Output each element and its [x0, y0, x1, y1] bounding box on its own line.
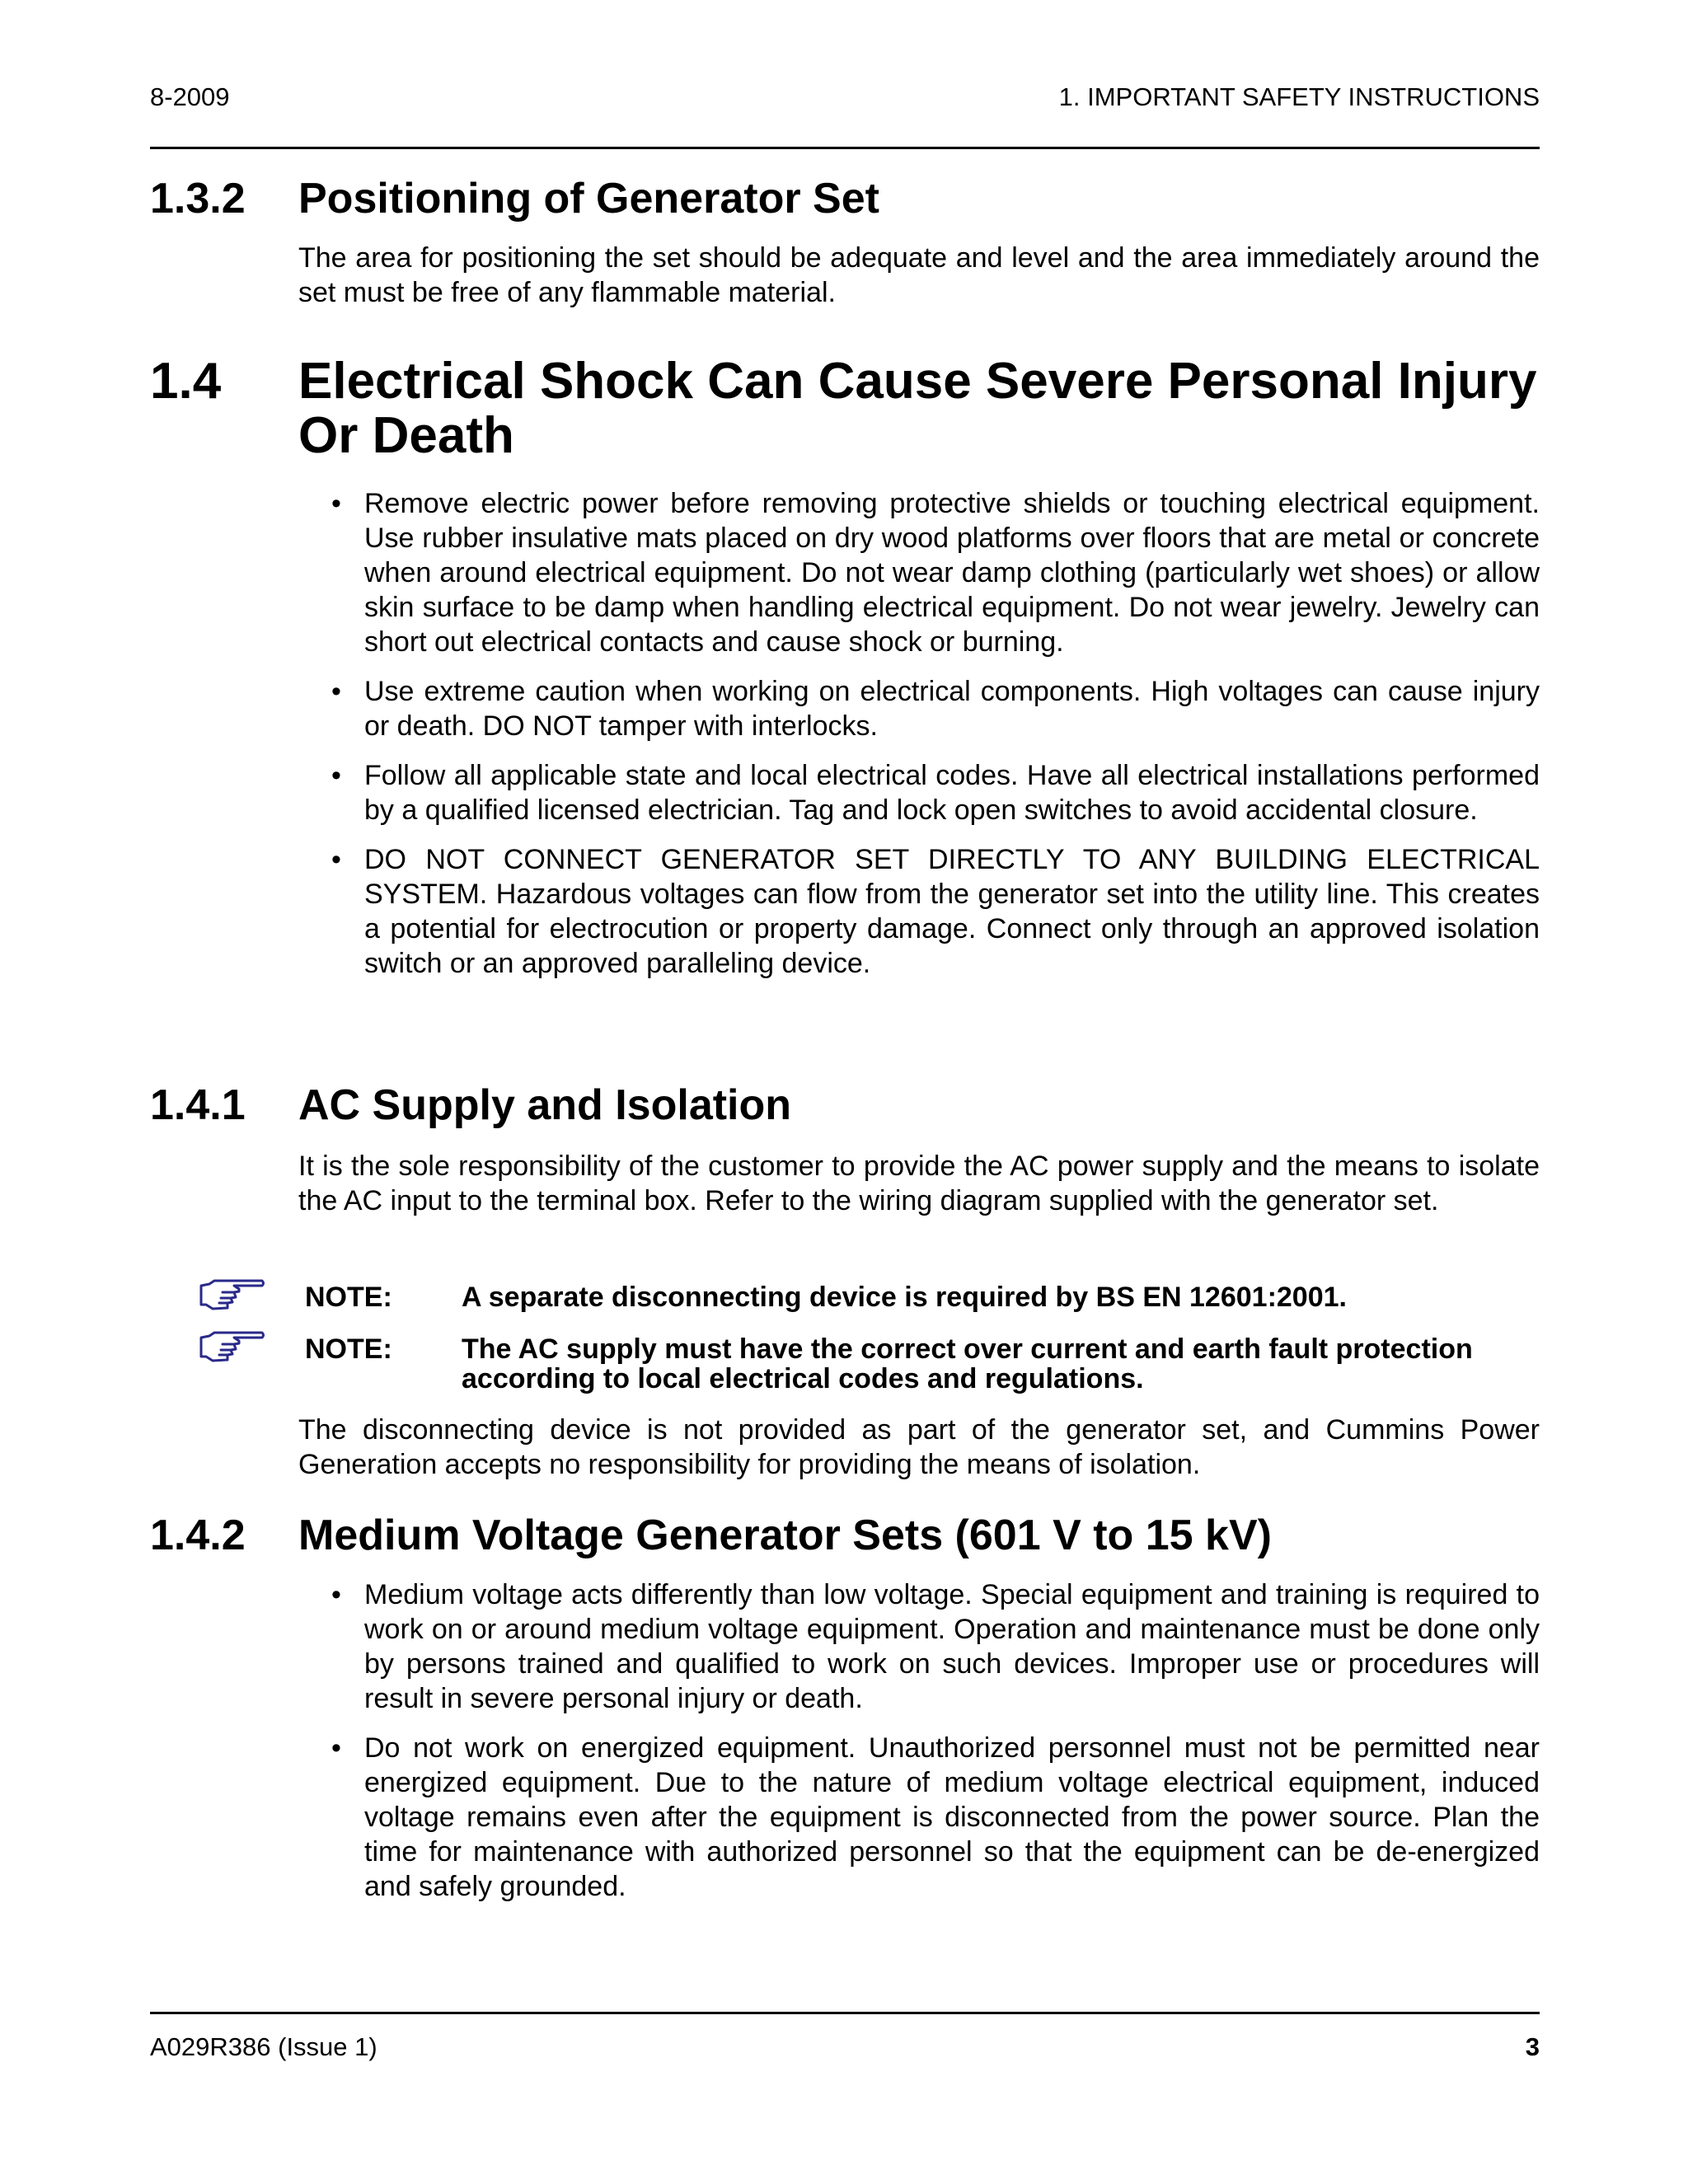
list-item [298, 758, 1540, 827]
section-1-4-1-paragraph: It is the sole responsibility of the customer to provide the AC power supply and the means to isolate the AC input to the terminal box. Refer to the wiring diagram supplied with the generator set. [298, 1151, 1540, 1216]
note-label: NOTE: [305, 1333, 392, 1365]
section-title: Electrical Shock Can Cause Severe Personal Injury Or Death [298, 353, 1537, 464]
section-1-4-2-bullet-list [298, 1577, 1540, 1904]
list-item-text: Medium voltage acts differently than low voltage. Special equipment and training is required to work on or around medium voltage equipment. Operation and maintenance must be done only by persons trained and qualified to work on such devices. Improper use or procedures will result in severe personal injury or death. [364, 1579, 1540, 1714]
page-header [150, 82, 1540, 112]
list-item-text: Follow all applicable state and local electrical codes. Have all electrical installations performed by a qualified licensed electrician. Tag and lock open switches to avoid accidental closure. [364, 760, 1540, 826]
section-1-4-1-paragraph-2: The disconnecting device is not provided as part of the generator set, and Cummins Power Generation accepts no responsibility for providing the means of isolation. [298, 1414, 1540, 1480]
header-chapter-title: 1. IMPORTANT SAFETY INSTRUCTIONS [1058, 82, 1540, 111]
section-number: 1.3.2 [150, 175, 246, 223]
note-text: The AC supply must have the correct over current and earth fault protection according to local electrical codes and regulations. [462, 1333, 1473, 1394]
list-item [298, 674, 1540, 743]
header-divider [150, 147, 1540, 149]
section-number: 1.4.2 [150, 1511, 246, 1559]
pointing-hand-icon [198, 1277, 265, 1314]
footer-divider [150, 2012, 1540, 2014]
section-1-4-bullet-list [298, 486, 1540, 981]
section-heading-1-4-2 [150, 1510, 1540, 1561]
list-item-text: Do not work on energized equipment. Unauthorized personnel must not be permitted near energized equipment. Due to the nature of medium voltage electrical equipment, induced voltage remains even after the equipment is disconnected from the power source. Plan the time for maintenance with authorized personnel so that the equipment can be de-energized and safely grounded. [364, 1732, 1540, 1902]
section-title: Positioning of Generator Set [298, 175, 879, 223]
section-title: Medium Voltage Generator Sets (601 V to 15 kV) [298, 1511, 1272, 1559]
section-heading-1-4-1 [150, 1080, 1540, 1131]
bullet-icon: • [331, 760, 341, 791]
list-item [298, 486, 1540, 659]
pointing-hand-icon [198, 1329, 265, 1366]
section-title: AC Supply and Isolation [298, 1081, 792, 1129]
note-1 [198, 1282, 1540, 1312]
list-item [298, 842, 1540, 981]
bullet-icon: • [331, 676, 341, 707]
note-2 [198, 1334, 1540, 1394]
list-item-text: DO NOT CONNECT GENERATOR SET DIRECTLY TO ANY BUILDING ELECTRICAL SYSTEM. Hazardous voltages can flow from the generator set into the utility line. This creates a potential for electrocution or property damage. Connect only through an approved isolation switch or an approved paralleling device. [364, 844, 1540, 979]
list-item [298, 1577, 1540, 1716]
section-number: 1.4 [150, 353, 222, 410]
note-label: NOTE: [305, 1282, 392, 1313]
list-item-text: Remove electric power before removing protective shields or touching electrical equipment. Use rubber insulative mats placed on dry wood platforms over floors that are metal or concrete when around electrical equipment. Do not wear damp clothing (particularly wet shoes) or allow skin surface to be damp when handling electrical equipment. Do not wear jewelry. Jewelry can short out electrical contacts and cause shock or burning. [364, 488, 1540, 658]
section-number: 1.4.1 [150, 1081, 246, 1129]
list-item-text: Use extreme caution when working on electrical components. High voltages can cause injury or death. DO NOT tamper with interlocks. [364, 676, 1540, 742]
section-heading-1-4 [150, 354, 1540, 463]
note-text: A separate disconnecting device is required by BS EN 12601:2001. [462, 1282, 1347, 1313]
bullet-icon: • [331, 1732, 341, 1764]
document-id: A029R386 (Issue 1) [150, 2032, 377, 2061]
bullet-icon: • [331, 844, 341, 875]
page-footer [150, 2032, 1540, 2062]
page-number: 3 [1525, 2032, 1540, 2061]
bullet-icon: • [331, 488, 341, 519]
header-date: 8-2009 [150, 82, 230, 111]
section-1-3-2-paragraph: The area for positioning the set should be adequate and level and the area immediately around the set must be free of any flammable material. [298, 242, 1540, 308]
section-heading-1-3-2 [150, 173, 1540, 224]
list-item [298, 1731, 1540, 1904]
bullet-icon: • [331, 1579, 341, 1610]
